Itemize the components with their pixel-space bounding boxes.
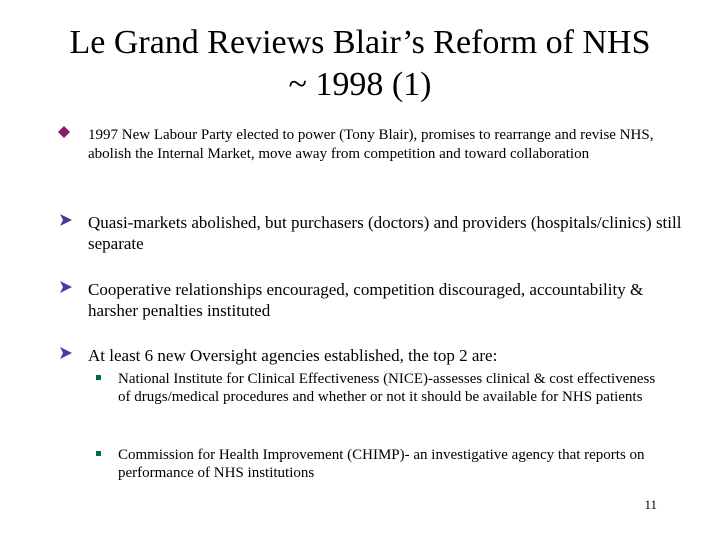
page-number: 11 [644,497,657,512]
bullet-text: Quasi-markets abolished, but purchasers (doctors) and providers (hospitals/clinics) still separate [88,213,682,253]
arrow-bullet-icon [58,212,74,228]
arrow-bullet-icon [58,279,74,295]
bullet-text: At least 6 new Oversight agencies established, the top 2 are: [88,346,498,365]
diamond-bullet-icon [58,126,70,138]
arrow-bullet-icon [58,345,74,361]
sub-bullet-text: Commission for Health Improvement (CHIMP)- an investigative agency that reports on performance of NHS institutions [118,447,645,481]
bullet-text: Cooperative relationships encouraged, competition discouraged, accountability & harsher penalties instituted [88,280,644,320]
bullet-text: 1997 New Labour Party elected to power (Tony Blair), promises to rearrange and revise NHS, abolish the Internal Market, move away from competition and toward collaboration [88,127,654,162]
sub-bullet-text: National Institute for Clinical Effectiveness (NICE)-assesses clinical & cost effectiveness of drugs/medical procedures and whether or not it should be available for NHS patients [118,371,656,405]
square-bullet-icon [96,451,101,456]
slide-title: Le Grand Reviews Blair’s Reform of NHS ~ 1998 (1) [69,24,651,103]
square-bullet-icon [96,375,101,380]
